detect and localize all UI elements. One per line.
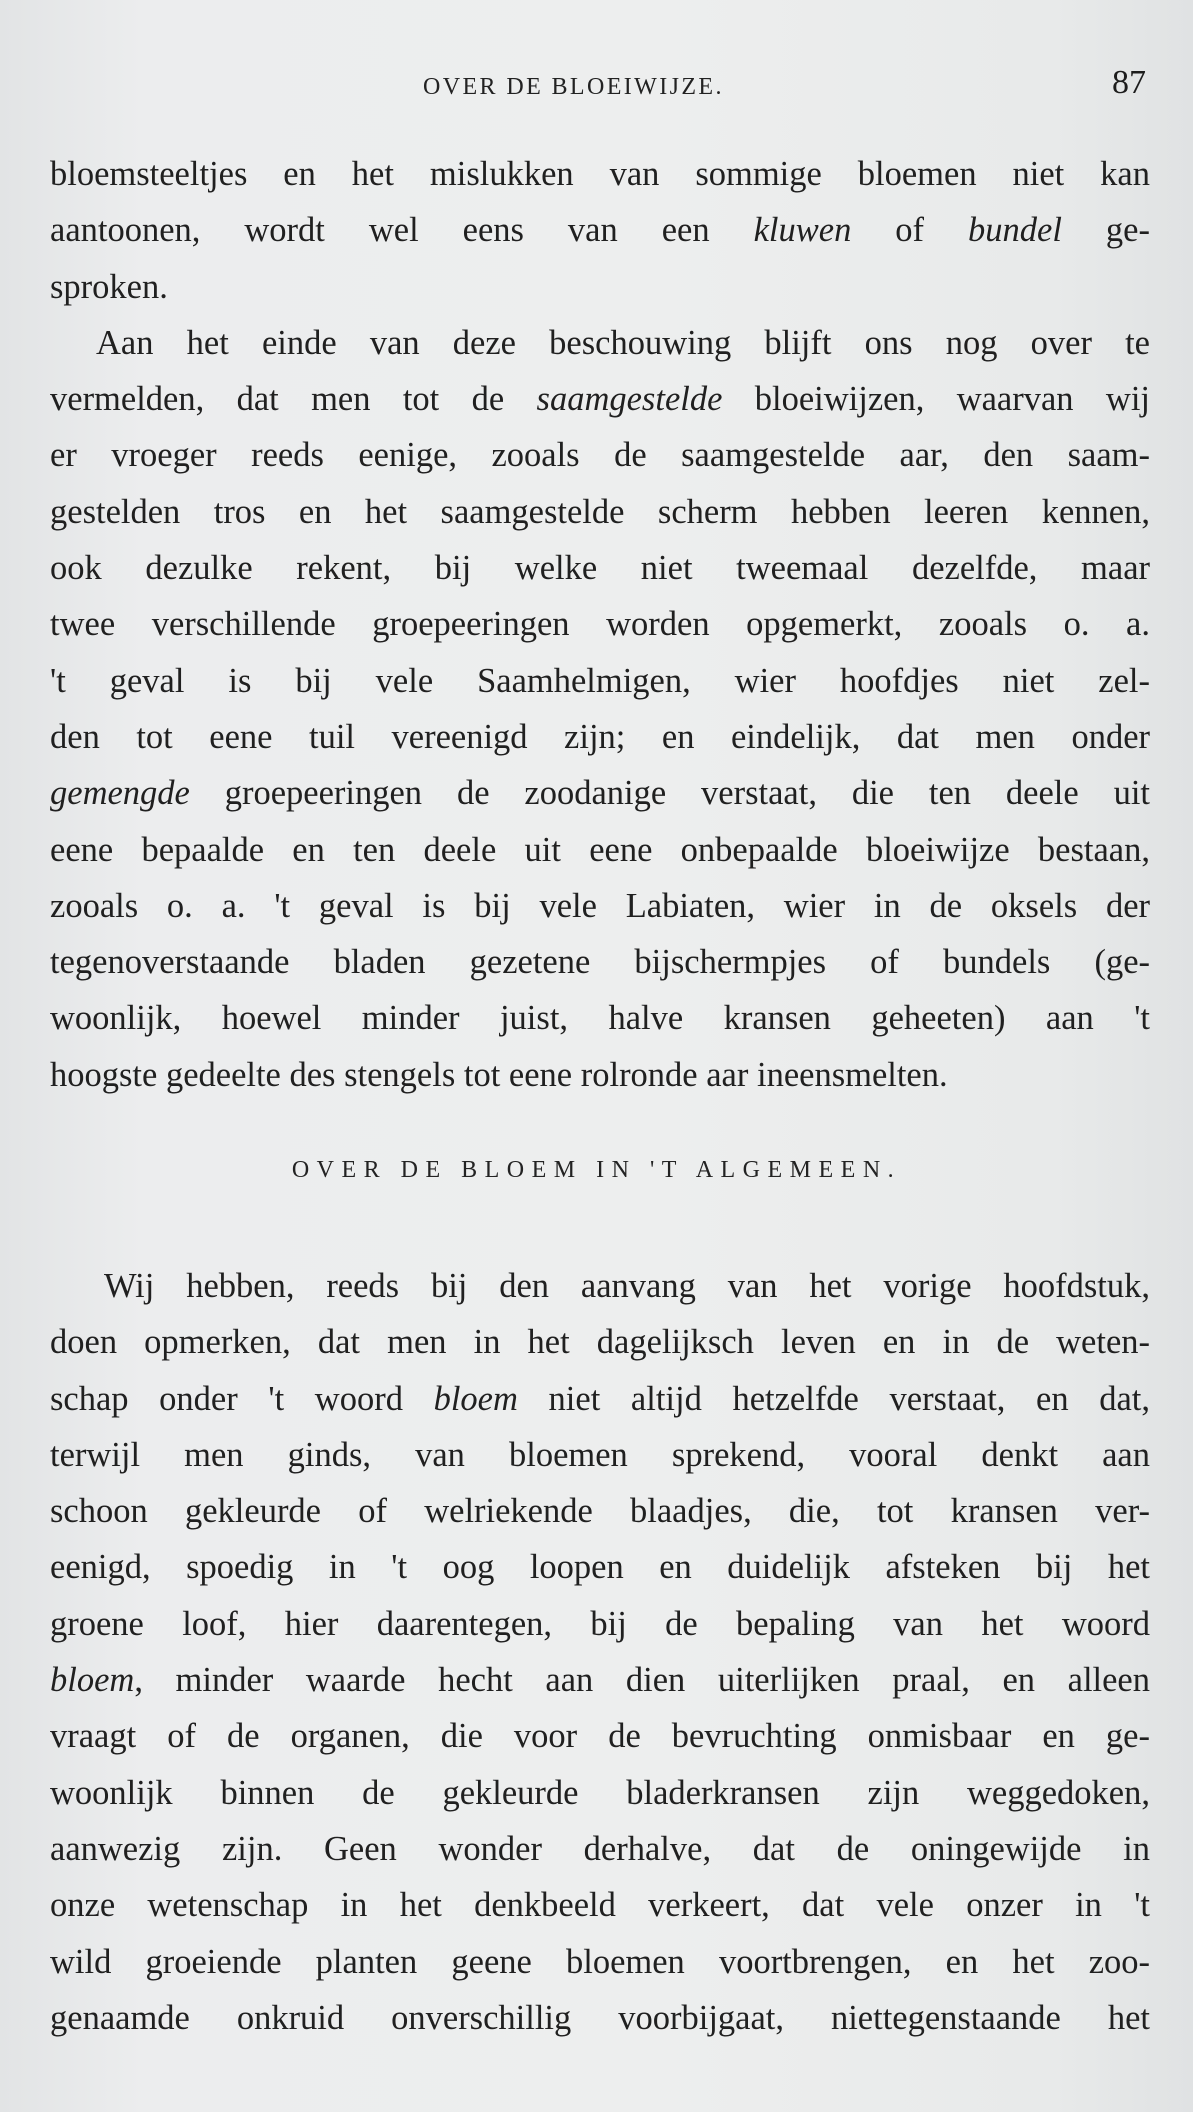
- text-line: tegenoverstaande bladen gezetene bijschermpjes of bundels (ge-: [50, 943, 1150, 982]
- text-line: [50, 202, 1150, 258]
- text-line: [50, 1371, 1150, 1427]
- text-line: doen opmerken, dat men in het dagelijksch leven en in de weten-: [50, 1323, 1150, 1362]
- text-line: 't geval is bij vele Saamhelmigen, wier hoofdjes niet zel-: [50, 661, 1150, 700]
- text-line: zooals o. a. 't geval is bij vele Labiaten, wier in de oksels der: [50, 886, 1150, 925]
- text-run: of: [851, 211, 969, 250]
- page-number: 87: [1112, 64, 1146, 101]
- text-line: eene bepaalde en ten deele uit eene onbepaalde bloeiwijze bestaan,: [50, 830, 1150, 869]
- text-run: schap onder 't woord: [50, 1379, 434, 1418]
- running-title: OVER DE BLOEIWIJZE.: [423, 74, 724, 100]
- text-run: groepeeringen de zoodanige verstaat, die ten deele uit: [189, 774, 1150, 813]
- text-block-lower: [50, 1258, 1150, 2046]
- text-block-upper: [50, 146, 1150, 1103]
- running-head: [0, 64, 1193, 112]
- text-line: [50, 371, 1150, 427]
- text-run: vermelden, dat men tot de: [50, 380, 537, 419]
- text-line: hoogste gedeelte des stengels tot eene rolronde aar ineensmelten.: [50, 1055, 948, 1094]
- text-line: gestelden tros en het saamgestelde scherm hebben leeren kennen,: [50, 492, 1150, 531]
- text-line: onze wetenschap in het denkbeeld verkeert, dat vele onzer in 't: [50, 1886, 1150, 1925]
- text-run: ge-: [1061, 211, 1150, 250]
- text-line: groene loof, hier daarentegen, bij de bepaling van het woord: [50, 1604, 1150, 1643]
- text-line: er vroeger reeds eenige, zooals de saamgestelde aar, den saam-: [50, 436, 1150, 475]
- section-heading: OVER DE BLOEM IN 'T ALGEMEEN.: [291, 1157, 902, 1183]
- text-run: , minder waarde hecht aan dien uiterlijken praal, en alleen: [134, 1661, 1150, 1700]
- emphasized-term: saamgestelde: [536, 380, 723, 419]
- text-run: niet altijd hetzelfde verstaat, en dat,: [517, 1379, 1150, 1418]
- emphasized-term: bundel: [968, 211, 1062, 250]
- text-run: bloeiwijzen, waarvan wij: [722, 380, 1150, 419]
- emphasized-term: kluwen: [753, 211, 852, 250]
- emphasized-term: gemengde: [50, 774, 190, 813]
- text-line: aanwezig zijn. Geen wonder derhalve, dat de oningewijde in: [50, 1829, 1150, 1868]
- text-line: den tot eene tuil vereenigd zijn; en eindelijk, dat men onder: [50, 717, 1150, 756]
- text-line: [50, 765, 1150, 821]
- emphasized-term: bloem: [433, 1379, 518, 1418]
- text-line: woonlijk binnen de gekleurde bladerkransen zijn weggedoken,: [50, 1773, 1150, 1812]
- text-line: schoon gekleurde of welriekende blaadjes, die, tot kransen ver-: [50, 1492, 1150, 1531]
- text-line: bloemsteeltjes en het mislukken van sommige bloemen niet kan: [50, 155, 1150, 193]
- text-line: Aan het einde van deze beschouwing blijft ons nog over te: [96, 323, 1150, 362]
- text-line: terwijl men ginds, van bloemen sprekend, vooral denkt aan: [50, 1435, 1150, 1474]
- text-line: wild groeiende planten geene bloemen voortbrengen, en het zoo-: [50, 1942, 1150, 1981]
- text-line: genaamde onkruid onverschillig voorbijgaat, niettegenstaande het: [50, 1998, 1150, 2037]
- text-line: woonlijk, hoewel minder juist, halve kransen geheeten) aan 't: [50, 999, 1150, 1038]
- text-line: Wij hebben, reeds bij den aanvang van het vorige hoofdstuk,: [104, 1267, 1150, 1305]
- text-line: [50, 1652, 1150, 1708]
- text-line: sproken.: [50, 267, 168, 306]
- text-run: aantoonen, wordt wel eens van een: [50, 211, 754, 250]
- text-line: vraagt of de organen, die voor de bevruchting onmisbaar en ge-: [50, 1717, 1150, 1756]
- emphasized-term: bloem: [50, 1661, 135, 1700]
- text-line: ook dezulke rekent, bij welke niet tweemaal dezelfde, maar: [50, 549, 1150, 588]
- text-line: twee verschillende groepeeringen worden opgemerkt, zooals o. a.: [50, 605, 1150, 644]
- text-line: eenigd, spoedig in 't oog loopen en duidelijk afsteken bij het: [50, 1548, 1150, 1587]
